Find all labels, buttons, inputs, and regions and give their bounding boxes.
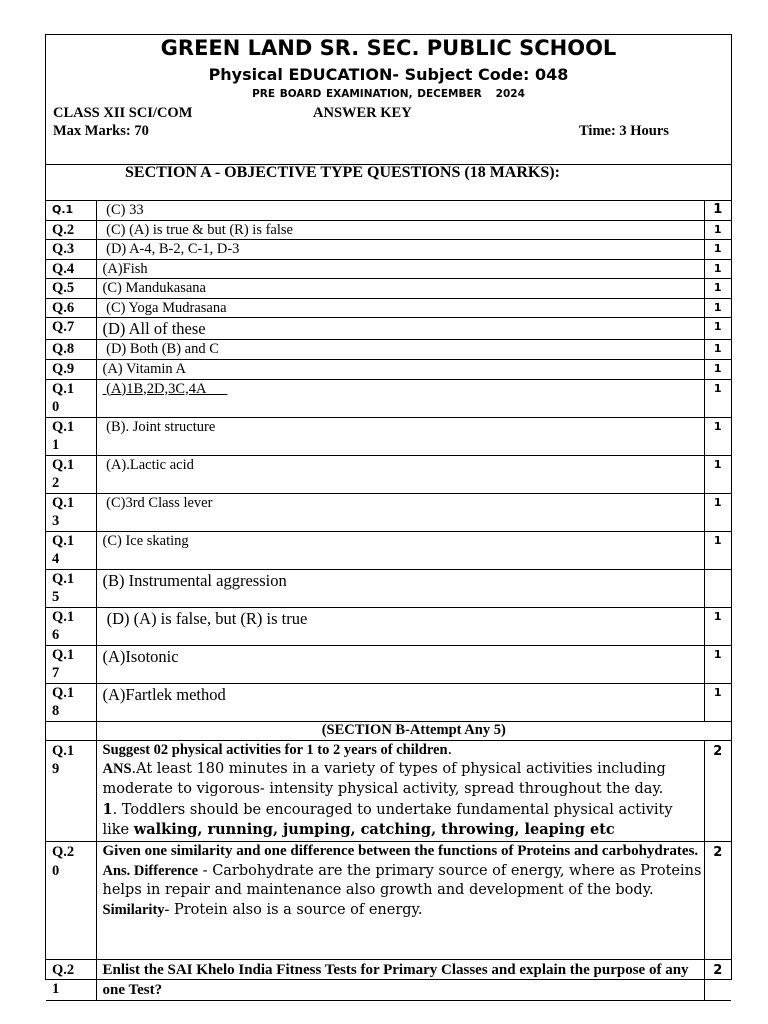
answer-label: ANS [102, 761, 132, 778]
question-number [46, 569, 96, 607]
answer-text: (A)Isotonic [96, 645, 704, 683]
table-row [46, 493, 731, 531]
question-number [46, 607, 96, 645]
question-number [46, 683, 96, 721]
question-number [46, 531, 96, 569]
question-text: Enlist the SAI Khelo India Fitness Tests for Primary Classes and explain the purpose of any one Test? [96, 960, 704, 1001]
answer-text: (C) Yoga Mudrasana [96, 298, 704, 318]
question-number: Q.8 [46, 340, 96, 360]
answer-text: (D) All of these [96, 318, 704, 340]
point-number: 1 [102, 800, 113, 818]
question-number [46, 645, 96, 683]
question-number-line-2: 0 [52, 399, 60, 415]
marks-value: 1 [704, 360, 731, 380]
answer-text: (C)3rd Class lever [96, 493, 704, 531]
table-row [46, 645, 731, 683]
school-name: GREEN LAND SR. SEC. PUBLIC SCHOOL [160, 36, 617, 60]
marks-value: 1 [704, 645, 731, 683]
answer-text-underlined: (A)1B,2D,3C,4A [102, 380, 228, 397]
marks-value: 1 [704, 220, 731, 240]
marks-value: 1 [704, 240, 731, 260]
marks-value: 1 [704, 279, 731, 299]
question-number-line-1: Q.1 [52, 532, 75, 549]
question-number-line-1: Q.2 [52, 962, 75, 979]
marks-value: 1 [704, 417, 731, 455]
question-number-line-2: 6 [52, 627, 60, 643]
subject-line: Physical EDUCATION- Subject Code: 048 [208, 65, 569, 84]
marks-value: 2 [704, 842, 731, 960]
question-number-line-1: Q.1 [52, 608, 75, 625]
answer-text: (D) Both (B) and C [96, 340, 704, 360]
question-number-line-2: 2 [52, 475, 60, 491]
marks-value: 1 [704, 259, 731, 279]
table-row [46, 360, 731, 380]
table-row [46, 740, 731, 842]
class-label: CLASS XII SCI/COM [53, 105, 193, 121]
answer-text: (B). Joint structure [96, 417, 704, 455]
marks-value: 1 [704, 379, 731, 417]
question-number-line-2: 4 [52, 551, 60, 567]
question-number-line-1: Q.1 [52, 570, 75, 587]
question-number [46, 740, 96, 842]
question-number-line-1: Q.1 [52, 380, 75, 397]
answer-table [46, 200, 731, 1001]
question-number-line-1: Q.1 [52, 418, 75, 435]
answer-text: .At least 180 minutes in a variety of types of physical activities including moderate to vigorous- intensity physical activity, spread throughout the day. [102, 761, 666, 797]
question-number [46, 455, 96, 493]
marks-value: 1 [704, 298, 731, 318]
answer-text [96, 379, 704, 417]
question-number-line-2: 7 [52, 665, 60, 681]
table-row [46, 960, 731, 1001]
table-row [46, 201, 731, 221]
table-row [46, 683, 731, 721]
question-number-line-1: Q.1 [52, 684, 75, 701]
section-b-title: (SECTION B-Attempt Any 5) [96, 721, 731, 740]
question-text: Given one similarity and one difference between the functions of Proteins and carbohydrates. [102, 843, 699, 860]
answer-text: (A) Vitamin A [96, 360, 704, 380]
marks-value: 2 [704, 740, 731, 842]
question-number-line-1: Q.1 [52, 646, 75, 663]
table-row [46, 340, 731, 360]
question-number: Q.6 [46, 298, 96, 318]
question-number: Q.4 [46, 259, 96, 279]
question-number [46, 417, 96, 455]
time-label: Time: 3 Hours [579, 123, 669, 139]
table-row [46, 220, 731, 240]
marks-value: 2 [704, 960, 731, 1001]
table-row [46, 569, 731, 607]
answer-text: (D) (A) is false, but (R) is true [96, 607, 704, 645]
answer-text: (C) 33 [96, 201, 704, 221]
question-number [46, 960, 96, 1001]
question-number-line-2: 1 [52, 437, 60, 453]
question-number: Q.1 [46, 201, 96, 221]
question-number-line-1: Q.1 [52, 494, 75, 511]
question-number: Q.9 [46, 360, 96, 380]
question-number-line-1: Q.1 [52, 742, 75, 759]
table-row [46, 842, 731, 960]
answer-text: (A).Lactic acid [96, 455, 704, 493]
point-text: . Toddlers should be encouraged to undertake fundamental physical activity like [102, 801, 673, 839]
answer-text: (C) (A) is true & but (R) is false [96, 220, 704, 240]
table-row [46, 607, 731, 645]
similarity-label: Similarity- [102, 902, 170, 919]
question-number [46, 379, 96, 417]
table-row [46, 531, 731, 569]
question-number-line-1: Q.1 [52, 456, 75, 473]
question-number-line-2: 8 [52, 703, 60, 719]
marks-value: 1 [704, 318, 731, 340]
difference-label: Ans. Difference [102, 862, 199, 879]
answer-text: (A)Fish [96, 259, 704, 279]
marks-value: 1 [704, 493, 731, 531]
empty-cell [46, 721, 96, 740]
question-number-line-2: 5 [52, 589, 60, 605]
exam-line: PRE BOARD EXAMINATION, DECEMBER 2024 [252, 88, 525, 100]
question-text-end: . [447, 741, 453, 758]
answer-block [96, 842, 704, 960]
question-number: Q.3 [46, 240, 96, 260]
table-row [46, 259, 731, 279]
section-a-heading [46, 164, 731, 201]
table-row [46, 240, 731, 260]
table-row [46, 318, 731, 340]
point-activities: walking, running, jumping, catching, throwing, leaping etc [133, 821, 615, 839]
question-number-line-2: 3 [52, 513, 60, 529]
answer-key-sheet [45, 34, 732, 999]
similarity-text: Protein also is a source of energy. [169, 902, 423, 919]
table-row [46, 298, 731, 318]
document-header [46, 35, 731, 165]
question-number [46, 842, 96, 960]
answer-text: (D) A-4, B-2, C-1, D-3 [96, 240, 704, 260]
answer-text: (C) Ice skating [96, 531, 704, 569]
question-number [46, 493, 96, 531]
max-marks-label: Max Marks: 70 [53, 123, 149, 139]
answer-text: (A)Fartlek method [96, 683, 704, 721]
question-text: Suggest 02 physical activities for 1 to 2 years of children [102, 741, 448, 758]
marks-value: 1 [704, 531, 731, 569]
marks-value: 1 [704, 455, 731, 493]
question-number-line-2: 9 [52, 761, 60, 777]
question-number: Q.7 [46, 318, 96, 340]
section-a-title: SECTION A - OBJECTIVE TYPE QUESTIONS (18 MARKS): [125, 164, 560, 181]
table-row [46, 379, 731, 417]
table-row [46, 417, 731, 455]
answer-text: (C) Mandukasana [96, 279, 704, 299]
question-number-line-2: 0 [52, 862, 60, 879]
question-number-line-2: 1 [52, 980, 60, 997]
marks-value: 1 [704, 607, 731, 645]
question-number: Q.2 [46, 220, 96, 240]
answer-text: (B) Instrumental aggression [96, 569, 704, 607]
table-row [46, 455, 731, 493]
marks-value: 1 [704, 683, 731, 721]
question-number: Q.5 [46, 279, 96, 299]
marks-value: 1 [704, 201, 731, 221]
answer-block [96, 740, 704, 842]
question-number-line-1: Q.2 [52, 844, 75, 861]
marks-value [704, 569, 731, 607]
table-row [46, 721, 731, 740]
marks-value: 1 [704, 340, 731, 360]
difference-text: - Carbohydrate are the primary source of energy, where as Proteins helps in repair and maintenance also growth and development of the body. [102, 862, 702, 899]
table-row [46, 279, 731, 299]
answer-key-label: ANSWER KEY [313, 105, 412, 121]
